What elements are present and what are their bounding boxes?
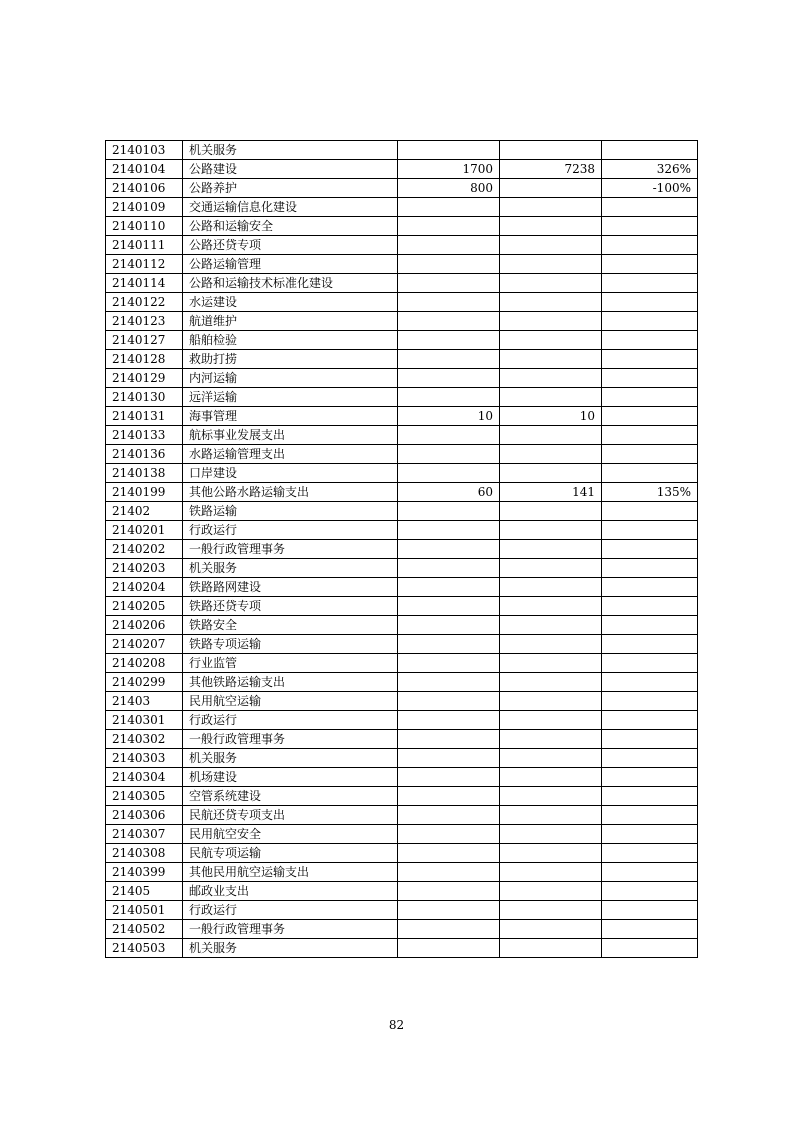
row-value-2-cell bbox=[500, 825, 602, 844]
table-row bbox=[106, 882, 698, 901]
row-value-1-cell bbox=[398, 711, 500, 730]
row-name-cell: 铁路运输 bbox=[183, 502, 398, 521]
row-value-2-cell bbox=[500, 920, 602, 939]
row-value-2-cell bbox=[500, 236, 602, 255]
row-value-1-cell: 1700 bbox=[398, 160, 500, 179]
row-code-cell: 2140201 bbox=[106, 521, 183, 540]
row-name-cell: 公路建设 bbox=[183, 160, 398, 179]
table-row bbox=[106, 502, 698, 521]
row-value-1-cell bbox=[398, 939, 500, 958]
row-code-cell: 2140136 bbox=[106, 445, 183, 464]
row-code-cell: 2140207 bbox=[106, 635, 183, 654]
row-value-2-cell: 141 bbox=[500, 483, 602, 502]
row-name-cell: 水运建设 bbox=[183, 293, 398, 312]
row-name-cell: 邮政业支出 bbox=[183, 882, 398, 901]
row-name-cell: 口岸建设 bbox=[183, 464, 398, 483]
row-value-2-cell bbox=[500, 426, 602, 445]
page-number: 82 bbox=[388, 1018, 405, 1032]
row-name-cell: 海事管理 bbox=[183, 407, 398, 426]
row-code-cell: 2140129 bbox=[106, 369, 183, 388]
row-value-1-cell bbox=[398, 236, 500, 255]
row-value-2-cell bbox=[500, 806, 602, 825]
row-code-cell: 2140128 bbox=[106, 350, 183, 369]
row-value-2-cell bbox=[500, 882, 602, 901]
row-value-1-cell bbox=[398, 920, 500, 939]
row-name-cell: 民航还贷专项支出 bbox=[183, 806, 398, 825]
row-code-cell: 2140123 bbox=[106, 312, 183, 331]
table-row bbox=[106, 388, 698, 407]
row-code-cell: 2140111 bbox=[106, 236, 183, 255]
row-change-percent-cell bbox=[602, 901, 698, 920]
row-name-cell: 行政运行 bbox=[183, 521, 398, 540]
row-name-cell: 机关服务 bbox=[183, 749, 398, 768]
row-name-cell: 公路和运输安全 bbox=[183, 217, 398, 236]
table-row bbox=[106, 369, 698, 388]
row-change-percent-cell bbox=[602, 217, 698, 236]
row-value-1-cell bbox=[398, 901, 500, 920]
row-change-percent-cell bbox=[602, 521, 698, 540]
row-change-percent-cell bbox=[602, 331, 698, 350]
row-name-cell: 行业监管 bbox=[183, 654, 398, 673]
row-name-cell: 其他公路水路运输支出 bbox=[183, 483, 398, 502]
row-name-cell: 远洋运输 bbox=[183, 388, 398, 407]
table-row bbox=[106, 445, 698, 464]
row-value-1-cell bbox=[398, 464, 500, 483]
row-value-1-cell bbox=[398, 198, 500, 217]
row-value-1-cell bbox=[398, 445, 500, 464]
row-change-percent-cell bbox=[602, 502, 698, 521]
row-value-1-cell bbox=[398, 141, 500, 160]
table-row bbox=[106, 312, 698, 331]
table-row bbox=[106, 844, 698, 863]
row-change-percent-cell bbox=[602, 749, 698, 768]
row-change-percent-cell: 135% bbox=[602, 483, 698, 502]
row-code-cell: 2140114 bbox=[106, 274, 183, 293]
table-row bbox=[106, 597, 698, 616]
row-name-cell: 公路和运输技术标准化建设 bbox=[183, 274, 398, 293]
row-value-2-cell bbox=[500, 578, 602, 597]
table-row bbox=[106, 274, 698, 293]
row-code-cell: 2140127 bbox=[106, 331, 183, 350]
row-code-cell: 2140133 bbox=[106, 426, 183, 445]
row-change-percent-cell bbox=[602, 407, 698, 426]
row-value-2-cell bbox=[500, 559, 602, 578]
row-change-percent-cell bbox=[602, 274, 698, 293]
row-value-1-cell bbox=[398, 293, 500, 312]
row-change-percent-cell bbox=[602, 540, 698, 559]
table-row bbox=[106, 711, 698, 730]
row-value-1-cell bbox=[398, 217, 500, 236]
row-code-cell: 2140308 bbox=[106, 844, 183, 863]
table-row bbox=[106, 768, 698, 787]
row-value-1-cell bbox=[398, 521, 500, 540]
table-row bbox=[106, 464, 698, 483]
row-value-2-cell bbox=[500, 787, 602, 806]
table-row bbox=[106, 236, 698, 255]
row-value-1-cell bbox=[398, 274, 500, 293]
table-row bbox=[106, 540, 698, 559]
row-value-2-cell bbox=[500, 198, 602, 217]
row-code-cell: 21402 bbox=[106, 502, 183, 521]
row-change-percent-cell: -100% bbox=[602, 179, 698, 198]
row-value-2-cell bbox=[500, 901, 602, 920]
row-name-cell: 航标事业发展支出 bbox=[183, 426, 398, 445]
row-change-percent-cell bbox=[602, 920, 698, 939]
row-value-1-cell bbox=[398, 730, 500, 749]
row-change-percent-cell bbox=[602, 673, 698, 692]
row-change-percent-cell bbox=[602, 806, 698, 825]
table-row bbox=[106, 863, 698, 882]
table-row bbox=[106, 616, 698, 635]
row-value-1-cell bbox=[398, 255, 500, 274]
table-row bbox=[106, 635, 698, 654]
table-row bbox=[106, 521, 698, 540]
row-value-1-cell bbox=[398, 426, 500, 445]
row-value-1-cell bbox=[398, 540, 500, 559]
row-change-percent-cell bbox=[602, 350, 698, 369]
row-code-cell: 2140303 bbox=[106, 749, 183, 768]
row-value-2-cell bbox=[500, 141, 602, 160]
row-name-cell: 公路运输管理 bbox=[183, 255, 398, 274]
row-change-percent-cell bbox=[602, 939, 698, 958]
row-code-cell: 2140301 bbox=[106, 711, 183, 730]
table-row bbox=[106, 806, 698, 825]
row-code-cell: 2140306 bbox=[106, 806, 183, 825]
row-value-1-cell bbox=[398, 597, 500, 616]
row-name-cell: 民航专项运输 bbox=[183, 844, 398, 863]
row-code-cell: 21403 bbox=[106, 692, 183, 711]
row-code-cell: 2140204 bbox=[106, 578, 183, 597]
row-value-1-cell bbox=[398, 673, 500, 692]
row-change-percent-cell bbox=[602, 578, 698, 597]
table-row bbox=[106, 749, 698, 768]
row-value-1-cell: 60 bbox=[398, 483, 500, 502]
row-name-cell: 铁路还贷专项 bbox=[183, 597, 398, 616]
row-change-percent-cell bbox=[602, 426, 698, 445]
table-row bbox=[106, 787, 698, 806]
row-value-2-cell bbox=[500, 863, 602, 882]
row-value-2-cell bbox=[500, 293, 602, 312]
table-row bbox=[106, 407, 698, 426]
row-value-2-cell bbox=[500, 369, 602, 388]
row-name-cell: 公路养护 bbox=[183, 179, 398, 198]
row-change-percent-cell bbox=[602, 255, 698, 274]
row-value-2-cell bbox=[500, 768, 602, 787]
row-value-1-cell bbox=[398, 654, 500, 673]
row-code-cell: 2140302 bbox=[106, 730, 183, 749]
row-value-1-cell: 800 bbox=[398, 179, 500, 198]
table-row bbox=[106, 331, 698, 350]
row-value-1-cell bbox=[398, 635, 500, 654]
row-code-cell: 21405 bbox=[106, 882, 183, 901]
row-change-percent-cell bbox=[602, 844, 698, 863]
row-value-2-cell bbox=[500, 939, 602, 958]
row-change-percent-cell bbox=[602, 236, 698, 255]
row-code-cell: 2140104 bbox=[106, 160, 183, 179]
row-value-1-cell bbox=[398, 331, 500, 350]
row-code-cell: 2140304 bbox=[106, 768, 183, 787]
table-row bbox=[106, 692, 698, 711]
row-value-2-cell bbox=[500, 464, 602, 483]
row-value-1-cell bbox=[398, 616, 500, 635]
row-code-cell: 2140109 bbox=[106, 198, 183, 217]
table-row bbox=[106, 559, 698, 578]
row-value-1-cell bbox=[398, 844, 500, 863]
row-change-percent-cell bbox=[602, 445, 698, 464]
row-value-2-cell bbox=[500, 692, 602, 711]
row-change-percent-cell bbox=[602, 559, 698, 578]
row-name-cell: 公路还贷专项 bbox=[183, 236, 398, 255]
table-body bbox=[106, 141, 698, 958]
row-code-cell: 2140203 bbox=[106, 559, 183, 578]
row-value-2-cell bbox=[500, 673, 602, 692]
row-name-cell: 行政运行 bbox=[183, 711, 398, 730]
table-row bbox=[106, 198, 698, 217]
row-value-1-cell bbox=[398, 692, 500, 711]
row-change-percent-cell bbox=[602, 616, 698, 635]
row-value-2-cell bbox=[500, 616, 602, 635]
row-value-1-cell: 10 bbox=[398, 407, 500, 426]
row-value-1-cell bbox=[398, 825, 500, 844]
row-code-cell: 2140103 bbox=[106, 141, 183, 160]
row-value-2-cell: 10 bbox=[500, 407, 602, 426]
row-code-cell: 2140501 bbox=[106, 901, 183, 920]
row-value-2-cell bbox=[500, 445, 602, 464]
row-code-cell: 2140122 bbox=[106, 293, 183, 312]
table-row bbox=[106, 350, 698, 369]
row-value-1-cell bbox=[398, 350, 500, 369]
table-row bbox=[106, 578, 698, 597]
row-name-cell: 内河运输 bbox=[183, 369, 398, 388]
table-row bbox=[106, 939, 698, 958]
row-name-cell: 一般行政管理事务 bbox=[183, 920, 398, 939]
row-name-cell: 航道维护 bbox=[183, 312, 398, 331]
row-name-cell: 铁路路网建设 bbox=[183, 578, 398, 597]
row-name-cell: 救助打捞 bbox=[183, 350, 398, 369]
row-name-cell: 一般行政管理事务 bbox=[183, 540, 398, 559]
row-value-2-cell bbox=[500, 844, 602, 863]
row-code-cell: 2140502 bbox=[106, 920, 183, 939]
row-name-cell: 机关服务 bbox=[183, 141, 398, 160]
row-value-2-cell bbox=[500, 540, 602, 559]
table-row bbox=[106, 673, 698, 692]
row-name-cell: 机关服务 bbox=[183, 939, 398, 958]
row-change-percent-cell bbox=[602, 597, 698, 616]
row-change-percent-cell bbox=[602, 768, 698, 787]
row-value-2-cell bbox=[500, 502, 602, 521]
row-code-cell: 2140299 bbox=[106, 673, 183, 692]
row-value-2-cell bbox=[500, 654, 602, 673]
row-name-cell: 船舶检验 bbox=[183, 331, 398, 350]
row-value-2-cell bbox=[500, 274, 602, 293]
row-change-percent-cell: 326% bbox=[602, 160, 698, 179]
row-change-percent-cell bbox=[602, 312, 698, 331]
row-value-2-cell bbox=[500, 597, 602, 616]
table-row bbox=[106, 179, 698, 198]
row-name-cell: 其他铁路运输支出 bbox=[183, 673, 398, 692]
row-value-1-cell bbox=[398, 369, 500, 388]
row-code-cell: 2140112 bbox=[106, 255, 183, 274]
row-code-cell: 2140307 bbox=[106, 825, 183, 844]
row-change-percent-cell bbox=[602, 635, 698, 654]
row-value-1-cell bbox=[398, 502, 500, 521]
row-code-cell: 2140305 bbox=[106, 787, 183, 806]
row-change-percent-cell bbox=[602, 863, 698, 882]
row-change-percent-cell bbox=[602, 692, 698, 711]
table-row bbox=[106, 920, 698, 939]
row-code-cell: 2140130 bbox=[106, 388, 183, 407]
row-change-percent-cell bbox=[602, 464, 698, 483]
table-row bbox=[106, 901, 698, 920]
row-value-2-cell bbox=[500, 179, 602, 198]
row-value-1-cell bbox=[398, 559, 500, 578]
row-name-cell: 铁路专项运输 bbox=[183, 635, 398, 654]
row-change-percent-cell bbox=[602, 293, 698, 312]
row-value-1-cell bbox=[398, 578, 500, 597]
table-row bbox=[106, 483, 698, 502]
row-name-cell: 民用航空安全 bbox=[183, 825, 398, 844]
row-value-1-cell bbox=[398, 882, 500, 901]
row-value-2-cell bbox=[500, 521, 602, 540]
row-code-cell: 2140208 bbox=[106, 654, 183, 673]
row-value-2-cell bbox=[500, 350, 602, 369]
row-change-percent-cell bbox=[602, 787, 698, 806]
row-change-percent-cell bbox=[602, 730, 698, 749]
row-name-cell: 行政运行 bbox=[183, 901, 398, 920]
row-name-cell: 一般行政管理事务 bbox=[183, 730, 398, 749]
row-value-2-cell bbox=[500, 730, 602, 749]
row-value-1-cell bbox=[398, 806, 500, 825]
row-name-cell: 机场建设 bbox=[183, 768, 398, 787]
row-change-percent-cell bbox=[602, 141, 698, 160]
row-change-percent-cell bbox=[602, 825, 698, 844]
row-name-cell: 民用航空运输 bbox=[183, 692, 398, 711]
row-change-percent-cell bbox=[602, 198, 698, 217]
row-code-cell: 2140138 bbox=[106, 464, 183, 483]
table-row bbox=[106, 141, 698, 160]
row-code-cell: 2140106 bbox=[106, 179, 183, 198]
row-code-cell: 2140206 bbox=[106, 616, 183, 635]
row-value-1-cell bbox=[398, 863, 500, 882]
table-row bbox=[106, 255, 698, 274]
row-value-1-cell bbox=[398, 312, 500, 331]
row-name-cell: 机关服务 bbox=[183, 559, 398, 578]
table-row bbox=[106, 730, 698, 749]
table-row bbox=[106, 160, 698, 179]
row-code-cell: 2140110 bbox=[106, 217, 183, 236]
row-code-cell: 2140503 bbox=[106, 939, 183, 958]
table-row bbox=[106, 217, 698, 236]
row-value-2-cell bbox=[500, 312, 602, 331]
row-name-cell: 水路运输管理支出 bbox=[183, 445, 398, 464]
row-value-2-cell bbox=[500, 255, 602, 274]
table-row bbox=[106, 825, 698, 844]
row-value-2-cell bbox=[500, 217, 602, 236]
row-value-2-cell bbox=[500, 711, 602, 730]
row-value-1-cell bbox=[398, 768, 500, 787]
row-code-cell: 2140399 bbox=[106, 863, 183, 882]
table-row bbox=[106, 293, 698, 312]
row-code-cell: 2140205 bbox=[106, 597, 183, 616]
row-value-2-cell bbox=[500, 388, 602, 407]
row-value-1-cell bbox=[398, 388, 500, 407]
row-name-cell: 空管系统建设 bbox=[183, 787, 398, 806]
row-value-1-cell bbox=[398, 749, 500, 768]
row-change-percent-cell bbox=[602, 882, 698, 901]
row-name-cell: 交通运输信息化建设 bbox=[183, 198, 398, 217]
row-code-cell: 2140199 bbox=[106, 483, 183, 502]
row-value-1-cell bbox=[398, 787, 500, 806]
row-value-2-cell bbox=[500, 331, 602, 350]
table-row bbox=[106, 426, 698, 445]
row-code-cell: 2140202 bbox=[106, 540, 183, 559]
row-change-percent-cell bbox=[602, 369, 698, 388]
row-code-cell: 2140131 bbox=[106, 407, 183, 426]
budget-table bbox=[105, 140, 698, 958]
row-value-2-cell: 7238 bbox=[500, 160, 602, 179]
row-name-cell: 其他民用航空运输支出 bbox=[183, 863, 398, 882]
table-row bbox=[106, 654, 698, 673]
row-change-percent-cell bbox=[602, 711, 698, 730]
row-value-2-cell bbox=[500, 749, 602, 768]
row-change-percent-cell bbox=[602, 388, 698, 407]
row-name-cell: 铁路安全 bbox=[183, 616, 398, 635]
row-change-percent-cell bbox=[602, 654, 698, 673]
row-value-2-cell bbox=[500, 635, 602, 654]
